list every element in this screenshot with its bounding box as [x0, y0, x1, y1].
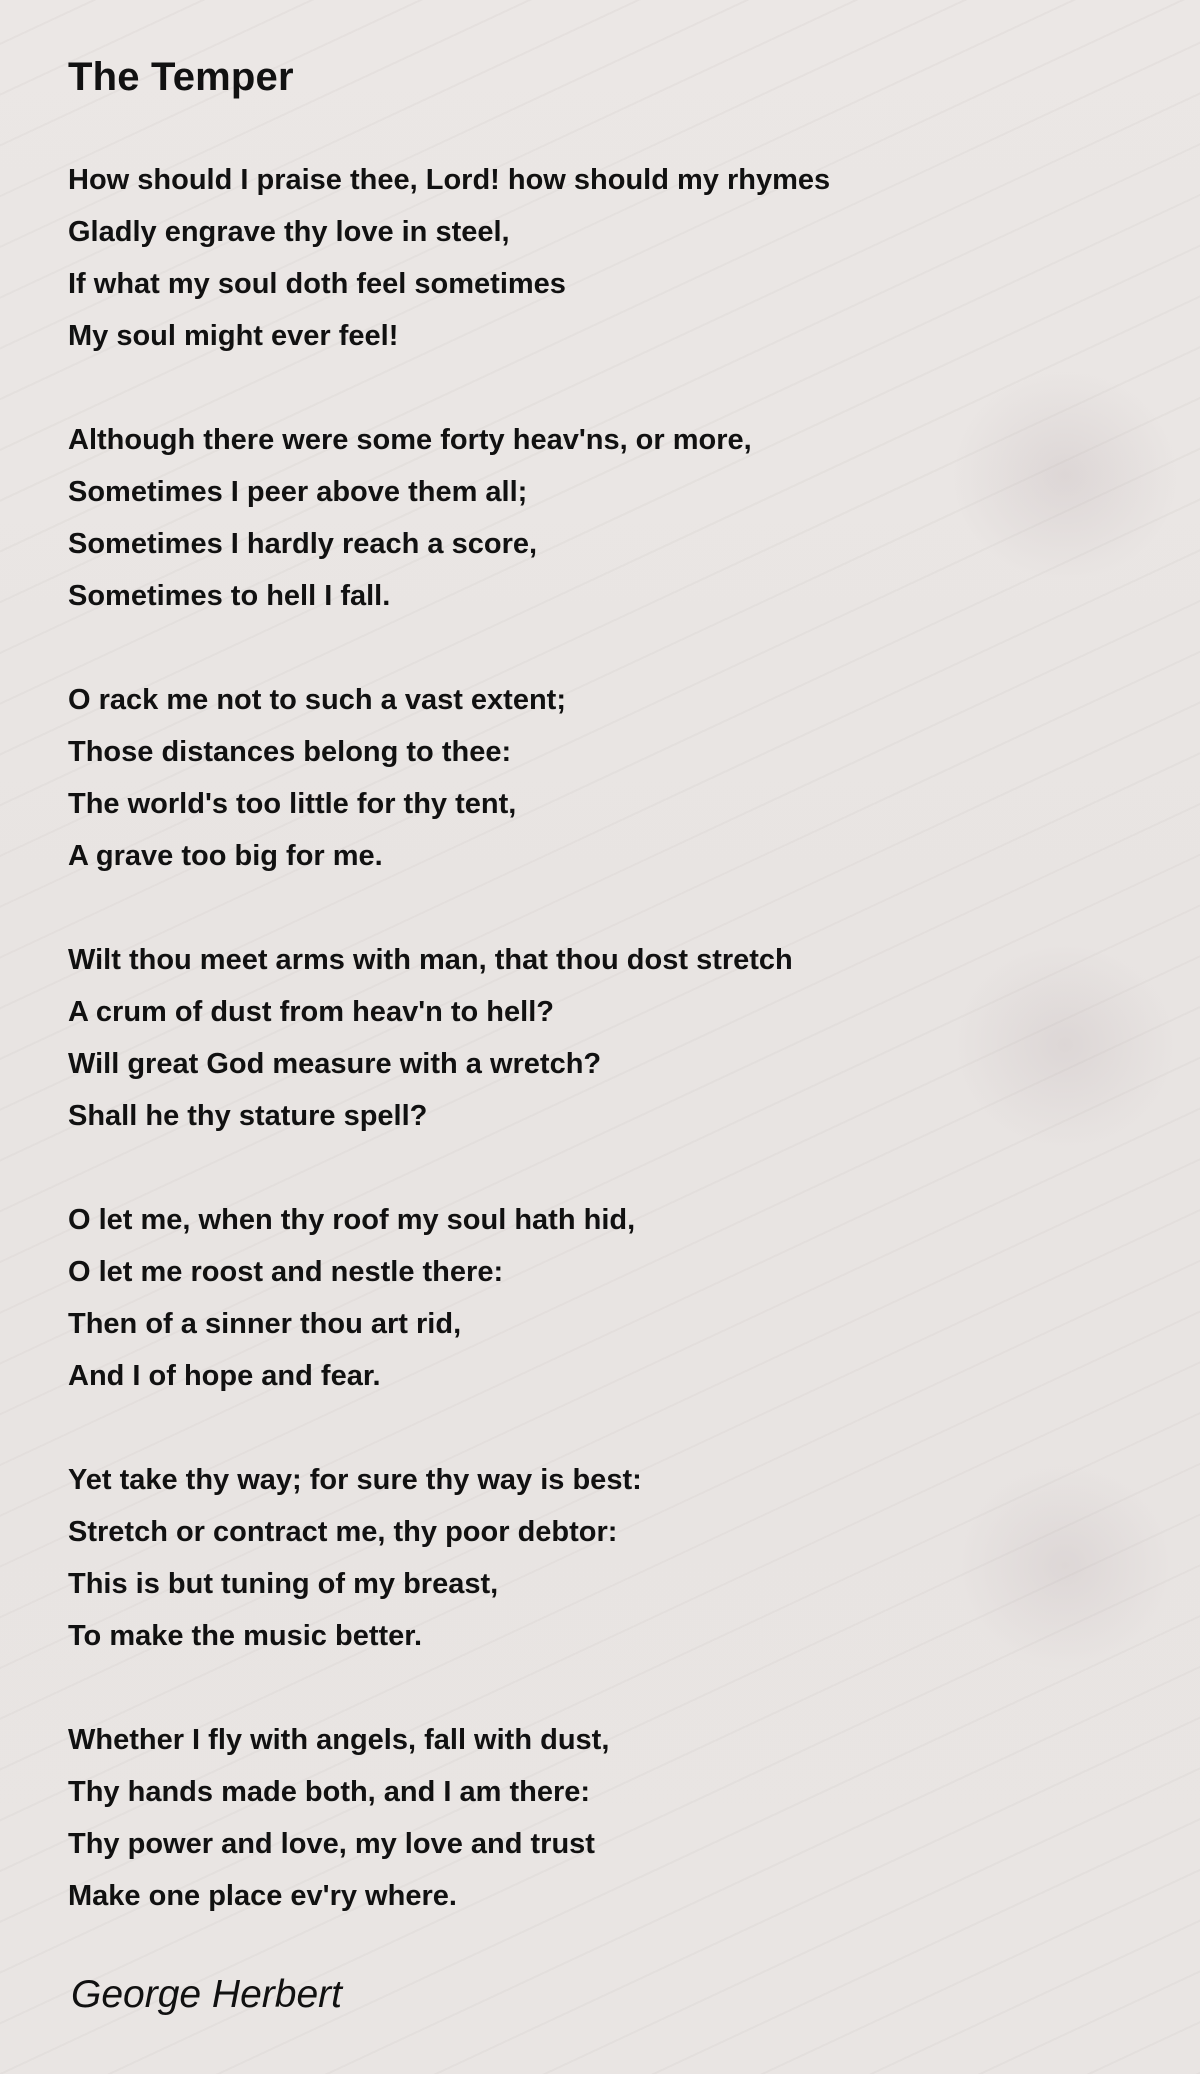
stanza: [68, 414, 830, 622]
poem-line: And I of hope and fear.: [68, 1360, 381, 1392]
poem-page: [68, 50, 1128, 1912]
poem-line: If what my soul doth feel sometimes: [68, 268, 566, 300]
poem-line: How should I praise thee, Lord! how should my rhymes: [68, 164, 831, 196]
stanza: [68, 1454, 830, 1662]
poem-line: Thy power and love, my love and trust: [68, 1828, 595, 1860]
poem-line: Although there were some forty heav'ns, or more,: [68, 424, 752, 456]
stanza: [68, 934, 830, 1142]
poem-line: A grave too big for me.: [68, 840, 383, 872]
poem-line: Will great God measure with a wretch?: [68, 1048, 602, 1080]
poem-line: Then of a sinner thou art rid,: [68, 1308, 462, 1340]
poem-author: George Herbert: [71, 1973, 342, 2016]
poem-line: O let me, when thy roof my soul hath hid,: [68, 1204, 636, 1236]
poem-line: Make one place ev'ry where.: [68, 1880, 457, 1912]
poem-line: Those distances belong to thee:: [68, 736, 512, 768]
poem-line: Shall he thy stature spell?: [68, 1100, 428, 1132]
poem-line: Sometimes to hell I fall.: [68, 580, 391, 612]
poem-line: A crum of dust from heav'n to hell?: [68, 996, 554, 1028]
poem-line: Whether I fly with angels, fall with dust,: [68, 1724, 610, 1756]
poem-line: Thy hands made both, and I am there:: [68, 1776, 591, 1808]
poem-line: O let me roost and nestle there:: [68, 1256, 504, 1288]
poem-title: The Temper: [68, 55, 294, 99]
poem-line: O rack me not to such a vast extent;: [68, 684, 566, 716]
stanza: [68, 154, 830, 362]
poem-line: The world's too little for thy tent,: [68, 788, 517, 820]
poem-line: Yet take thy way; for sure thy way is best:: [68, 1464, 642, 1496]
poem-line: Wilt thou meet arms with man, that thou dost stretch: [68, 944, 793, 976]
stanza: [68, 1714, 830, 1922]
poem-line: To make the music better.: [68, 1620, 423, 1652]
poem-line: My soul might ever feel!: [68, 320, 399, 352]
stanza: [68, 1194, 830, 1402]
poem-line: This is but tuning of my breast,: [68, 1568, 499, 1600]
poem-line: Stretch or contract me, thy poor debtor:: [68, 1516, 618, 1548]
poem-line: Sometimes I hardly reach a score,: [68, 528, 538, 560]
stanza: [68, 674, 830, 882]
poem-line: Gladly engrave thy love in steel,: [68, 216, 510, 248]
poem-body: [68, 154, 830, 1974]
poem-line: Sometimes I peer above them all;: [68, 476, 528, 508]
